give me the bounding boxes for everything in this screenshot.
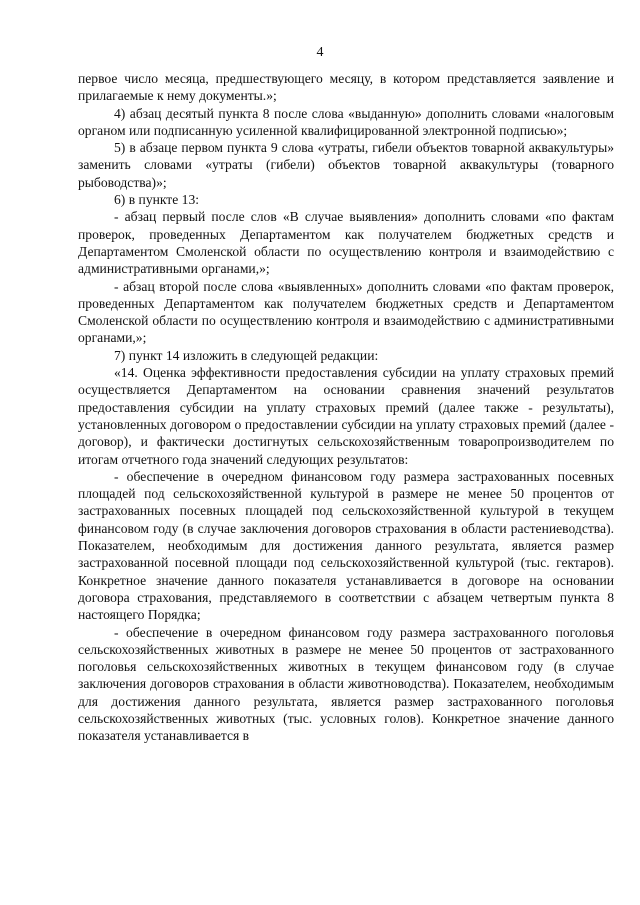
document-body [78, 70, 614, 745]
paragraph-continuation: первое число месяца, предшествующего месяцу, в котором представляется заявление и прилагаемые к нему документы.»; [78, 71, 614, 104]
paragraph-result-crops: - обеспечение в очередном финансовом году размера застрахованных посевных площадей под сельскохозяйственной культурой в размере не менее 50 процентов от застрахованных посевных площадей под сельскохозяйственной культурой в текущем финансовом году (в случае заключения договоров страхования в области растениеводства). Показателем, необходимым для достижения данного результата, является размер застрахованной посевной площади под сельскохозяйственной культурой (тыс. гектаров). Конкретное значение данного показателя устанавливается в договоре на основании договора страхования, представляемого в соответствии с абзацем четвертым пункта 8 настоящего Порядка; [78, 468, 614, 623]
paragraph-item-4: 4) абзац десятый пункта 8 после слова «выданную» дополнить словами «налоговым органом или подписанную усиленной квалифицированной электронной подписью»; [78, 105, 614, 138]
paragraph-item-6-bullet-1: - абзац первый после слов «В случае выявления» дополнить словами «по фактам проверок, проведенных Департаментом как получателем бюджетных средств и Департаментом Смоленской области по осуществлению контроля и взаимодействию с административными органами,»; [78, 209, 614, 277]
paragraph-point-14: «14. Оценка эффективности предоставления субсидии на уплату страховых премий осуществляется Департаментом на основании сравнения значений результатов предоставления субсидии на уплату страховых премий (далее также - результаты), установленных договором о предоставлении субсидии на уплату страховых премий (далее - договор), и фактически достигнутых сельскохозяйственным товаропроизводителем по итогам отчетного года значений следующих результатов: [78, 365, 614, 467]
paragraph-item-6-bullet-2: - абзац второй после слова «выявленных» дополнить словами «по фактам проверок, проведенных Департаментом как получателем бюджетных средств и Департаментом Смоленской области по осуществлению контроля и взаимодействию с административными органами,»; [78, 278, 614, 346]
paragraph-item-5: 5) в абзаце первом пункта 9 слова «утраты, гибели объектов товарной аквакультуры» заменить словами «утраты (гибели) объектов товарной аквакультуры (товарного рыбоводства)»; [78, 140, 614, 190]
paragraph-item-6: 6) в пункте 13: [114, 192, 200, 208]
paragraph-result-livestock: - обеспечение в очередном финансовом году размера застрахованного поголовья сельскохозяйственных животных в размере не менее 50 процентов от застрахованного поголовья сельскохозяйственных животных в текущем финансовом году (в случае заключения договоров страхования в области животноводства). Показателем, необходимым для достижения данного результата, является размер застрахованного поголовья сельскохозяйственных животных (тыс. условных голов). Конкретное значение данного показателя устанавливается в [78, 624, 614, 744]
paragraph-item-7: 7) пункт 14 изложить в следующей редакции: [114, 347, 379, 363]
page-number: 4 [316, 45, 324, 60]
